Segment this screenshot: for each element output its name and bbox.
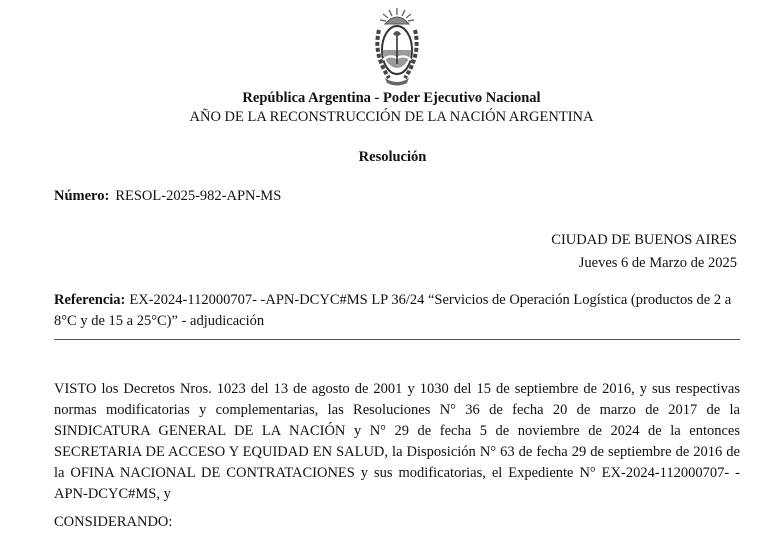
considerando-heading: CONSIDERANDO: — [54, 514, 173, 530]
year-motto: AÑO DE LA RECONSTRUCCIÓN DE LA NACIÓN ARGENTINA — [189, 109, 594, 125]
reference-label: Referencia: — [54, 292, 126, 308]
reference-text: EX-2024-112000707- -APN-DCYC#MS LP 36/24 “Servicios de Operación Logística (productos de 2 a 8°C y de 15 a 25°C)” - adjudicación — [54, 292, 732, 329]
document-type: Resolución — [358, 149, 427, 165]
document-number-line — [54, 188, 281, 205]
reference-line — [54, 290, 738, 332]
document-number-value: RESOL-2025-982-APN-MS — [115, 188, 282, 204]
argentina-coat-of-arms-icon — [369, 6, 425, 88]
document-city: CIUDAD DE BUENOS AIRES — [551, 232, 737, 248]
section-divider — [54, 339, 740, 340]
document-number-label: Número: — [54, 188, 110, 204]
government-header-title: República Argentina - Poder Ejecutivo Nacional — [242, 90, 541, 106]
document-date: Jueves 6 de Marzo de 2025 — [578, 255, 737, 271]
visto-paragraph: VISTO los Decretos Nros. 1023 del 13 de agosto de 2001 y 1030 del 15 de septiembre de 2016, y sus respectivas normas modificatorias y complementarias, las Resoluciones N° 36 de fecha 20 de marzo de 2017 de la SINDICATURA GENERAL DE LA NACIÓN y N° 29 de fecha 5 de noviembre de 2024 de la entonces SECRETARIA DE ACCESO Y EQUIDAD EN SALUD, la Disposición N° 63 de fecha 29 de septiembre de 2016 de la OFINA NACIONAL DE CONTRATACIONES y sus modificatorias, el Expediente N° EX-2024-112000707- -APN-DCYC#MS, y — [54, 381, 740, 502]
